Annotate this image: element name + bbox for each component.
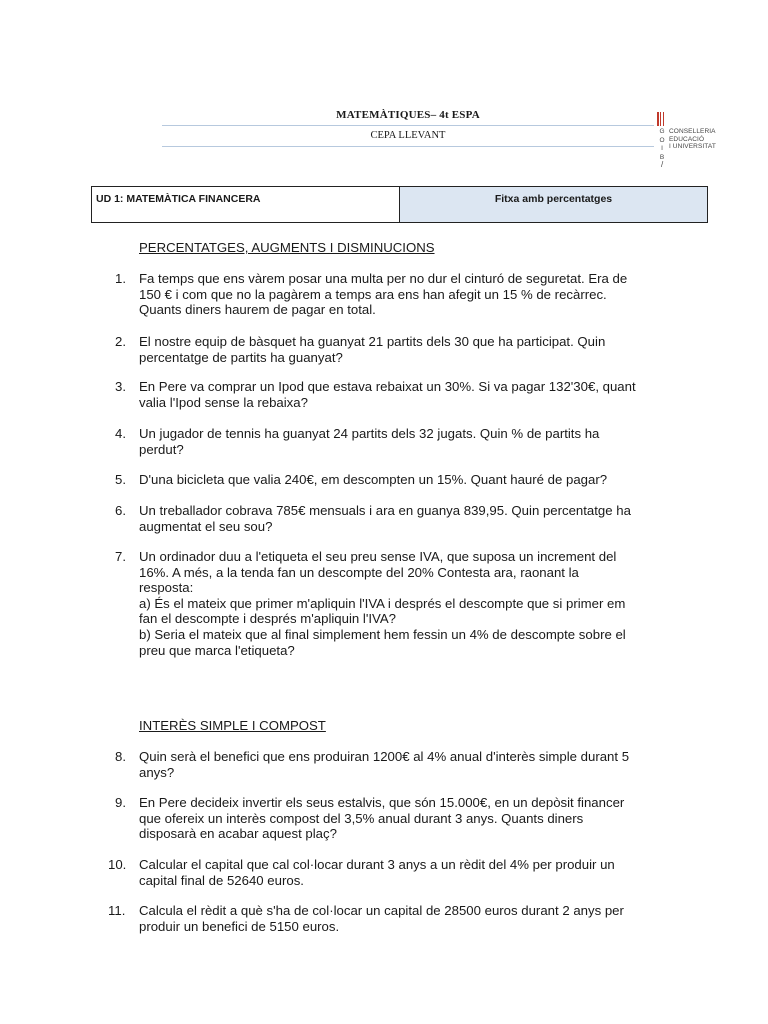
question-line: a) És el mateix que primer m'apliquin l'IVA i després el descompte que si primer em xyxy=(139,595,626,611)
question-number: 6. xyxy=(115,503,126,518)
school-name: CEPA LLEVANT xyxy=(370,130,446,141)
question-number: 10. xyxy=(108,857,127,872)
question-line: Calcula el rèdit a què s'ha de col·locar un capital de 28500 euros durant 2 anys per xyxy=(139,903,624,918)
question-line: que ofereix un interès compost del 3,5% anual durant 3 anys. Quants diners xyxy=(139,810,584,826)
logo-slash: / xyxy=(661,160,664,169)
header-rule-bottom xyxy=(162,146,654,147)
conselleria-line: CONSELLERIA xyxy=(669,128,716,135)
question-number: 4. xyxy=(115,426,126,441)
header-rule-top xyxy=(162,125,654,126)
conselleria-line: I UNIVERSITAT xyxy=(669,143,716,150)
question-line: El nostre equip de bàsquet ha guanyat 21 partits dels 30 que ha participat. Quin xyxy=(139,334,606,349)
question-11 xyxy=(108,903,675,934)
question-9 xyxy=(115,795,675,842)
question-line: percentatge de partits ha guanyat? xyxy=(139,349,343,365)
document-title: MATEMÀTIQUES– 4t ESPA xyxy=(336,109,480,121)
question-line: resposta: xyxy=(139,580,194,596)
goib-logo xyxy=(657,112,727,170)
question-3 xyxy=(115,379,675,410)
question-line: perdut? xyxy=(139,441,184,457)
unit-table xyxy=(91,186,708,223)
section-title-interes: INTERÈS SIMPLE I COMPOST xyxy=(139,718,326,733)
question-line: En Pere decideix invertir els seus estalvis, que són 15.000€, en un depòsit financer xyxy=(139,795,625,810)
question-line: produir un benefici de 5150 euros. xyxy=(139,918,340,934)
goib-letter: B xyxy=(659,153,665,161)
question-5 xyxy=(115,472,675,488)
question-7 xyxy=(115,549,675,658)
conselleria-line: EDUCACIÓ xyxy=(669,135,705,143)
question-number: 3. xyxy=(115,379,126,394)
question-line: preu que marca l'etiqueta? xyxy=(139,642,295,658)
question-line: fan el descompte i després m'apliquin l'IVA? xyxy=(139,611,396,627)
question-number: 1. xyxy=(115,271,126,286)
question-10 xyxy=(108,857,675,888)
worksheet-name: Fitxa amb percentatges xyxy=(400,187,707,222)
question-2 xyxy=(115,334,675,365)
question-number: 5. xyxy=(115,472,126,487)
unit-name: UD 1: MATEMÀTICA FINANCERA xyxy=(92,187,400,222)
question-line: augmentat el seu sou? xyxy=(139,518,273,534)
goib-letter: G xyxy=(659,128,665,135)
goib-letter: O xyxy=(659,136,665,144)
question-1 xyxy=(115,271,675,318)
goib-letter: I xyxy=(661,145,663,152)
question-line: Un jugador de tennis ha guanyat 24 partits dels 32 jugats. Quin % de partits ha xyxy=(139,426,600,441)
goib-flag-icon xyxy=(657,112,667,126)
question-line: 16%. A més, a la tenda fan un descompte del 20% Contesta ara, raonant la xyxy=(139,564,579,580)
question-6 xyxy=(115,503,675,534)
question-line: D'una bicicleta que valia 240€, em descompten un 15%. Quant hauré de pagar? xyxy=(139,472,608,487)
question-number: 11. xyxy=(108,903,126,918)
goib-letters xyxy=(658,128,666,162)
question-line: capital final de 52640 euros. xyxy=(139,872,304,888)
question-line: anys? xyxy=(139,764,175,780)
question-line: Quin serà el benefici que ens produiran 1200€ al 4% anual d'interès simple durant 5 xyxy=(139,749,630,764)
question-number: 7. xyxy=(115,549,126,564)
question-line: En Pere va comprar un Ipod que estava rebaixat un 30%. Si va pagar 132'30€, quant xyxy=(139,379,636,394)
question-line: disposarà en acabar aquest plaç? xyxy=(139,826,337,842)
question-line: 150 € i com que no la pagàrem a temps ara ens han afegit un 15 % de recàrrec. xyxy=(139,286,607,302)
question-line: Un ordinador duu a l'etiqueta el seu preu sense IVA, que suposa un increment del xyxy=(139,549,617,564)
question-number: 9. xyxy=(115,795,126,810)
question-line: Un treballador cobrava 785€ mensuals i ara en guanya 839,95. Quin percentatge ha xyxy=(139,503,631,518)
question-8 xyxy=(115,749,675,780)
conselleria-name xyxy=(669,128,716,151)
question-line: Fa temps que ens vàrem posar una multa per no dur el cinturó de seguretat. Era de xyxy=(139,271,628,286)
question-line: Quants diners haurem de pagar en total. xyxy=(139,302,376,318)
question-line: Calcular el capital que cal col·locar durant 3 anys a un rèdit del 4% per produir un xyxy=(139,857,615,872)
question-line: b) Seria el mateix que al final simplement hem fessin un 4% de descompte sobre el xyxy=(139,626,626,642)
question-4 xyxy=(115,426,675,457)
question-line: valia l'Ipod sense la rebaixa? xyxy=(139,394,308,410)
question-number: 8. xyxy=(115,749,126,764)
question-number: 2. xyxy=(115,334,126,349)
section-title-percentatges: PERCENTATGES, AUGMENTS I DISMINUCIONS xyxy=(139,240,435,255)
